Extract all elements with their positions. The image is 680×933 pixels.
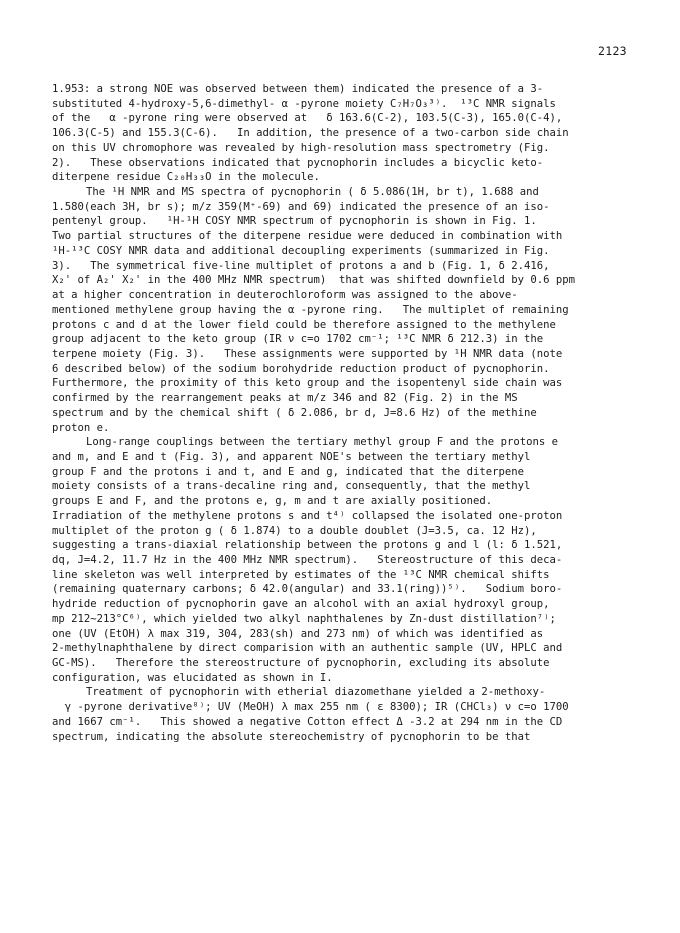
text-line: of the α -pyrone ring were observed at δ 163.6(C-2), 103.5(C-3), 165.0(C-4), <box>52 112 563 125</box>
text-line: dq, J=4.2, 11.7 Hz in the 400 MHz NMR spectrum). Stereostructure of this deca- <box>52 554 563 566</box>
text-line: group F and the protons i and t, and E and g, indicated that the diterpene <box>52 465 524 478</box>
text-line: spectrum, indicating the absolute stereochemistry of pycnophorin to be that <box>52 730 531 743</box>
text-line: at a higher concentration in deuterochloroform was assigned to the above- <box>52 289 518 302</box>
text-line: spectrum and by the chemical shift ( δ 2.086, br d, J=8.6 Hz) of the methine <box>52 406 537 419</box>
text-line: configuration, was elucidated as shown in I. <box>52 671 333 684</box>
text-line: 6 described below) of the sodium borohydride reduction product of pycnophorin. <box>52 362 550 375</box>
text-line: terpene moiety (Fig. 3). These assignments were supported by ¹H NMR data (note <box>52 347 563 360</box>
text-line: Treatment of pycnophorin with etherial diazomethane yielded a 2-methoxy- <box>86 686 546 699</box>
text-line: one (UV (EtOH) λ max 319, 304, 283(sh) and 273 nm) of which was identified as <box>52 627 544 640</box>
text-line: 1.580(each 3H, br s); m/z 359(M⁺-69) and 69) indicated the presence of an iso- <box>52 200 550 213</box>
text-line: and 1667 cm⁻¹. This showed a negative Cotton effect Δ -3.2 at 294 nm in the CD <box>52 715 563 728</box>
text-line: line skeleton was well interpreted by estimates of the ¹³C NMR chemical shifts <box>52 568 550 581</box>
text-line: proton e. <box>52 421 110 434</box>
text-line: ¹H-¹³C COSY NMR data and additional decoupling experiments (summarized in Fig. <box>52 244 550 257</box>
text-line: pentenyl group. ¹H-¹H COSY NMR spectrum of pycnophorin is shown in Fig. 1. <box>52 215 537 228</box>
text-line: Two partial structures of the diterpene residue were deduced in combination with <box>52 230 563 243</box>
text-line: Furthermore, the proximity of this keto group and the isopentenyl side chain was <box>52 377 563 390</box>
body-text <box>52 82 642 744</box>
text-line: Irradiation of the methylene protons s and t⁴⁾ collapsed the isolated one-proton <box>52 509 563 522</box>
text-line: GC-MS). Therefore the stereostructure of pycnophorin, excluding its absolute <box>52 657 550 670</box>
text-line: 3). The symmetrical five-line multiplet of protons a and b (Fig. 1, δ 2.416, <box>52 259 550 272</box>
text-line: mp 212~213°C⁶⁾, which yielded two alkyl naphthalenes by Zn-dust distillation⁷⁾; <box>52 612 556 625</box>
text-line: protons c and d at the lower field could be therefore assigned to the methylene <box>52 318 556 331</box>
text-line: 1.953: a strong NOE was observed between them) indicated the presence of a 3- <box>52 83 544 95</box>
text-line: and m, and E and t (Fig. 3), and apparent NOE's between the tertiary methyl <box>52 450 531 463</box>
text-line: hydride reduction of pycnophorin gave an alcohol with an axial hydroxyl group, <box>52 598 550 611</box>
text-line: substituted 4-hydroxy-5,6-dimethyl- α -pyrone moiety C₇H₇O₃³⁾. ¹³C NMR signals <box>52 97 556 110</box>
text-line: groups E and F, and the protons e, g, m and t are axially positioned. <box>52 495 493 508</box>
text-line: 106.3(C-5) and 155.3(C-6). In addition, the presence of a two-carbon side chain <box>52 127 569 140</box>
text-line: group adjacent to the keto group (IR ν c=o 1702 cm⁻¹; ¹³C NMR δ 212.3) in the <box>52 333 544 346</box>
text-line: Long-range couplings between the tertiary methyl group F and the protons e <box>86 436 558 449</box>
text-line: 2-methylnaphthalene by direct comparision with an authentic sample (UV, HPLC and <box>52 642 563 655</box>
text-line: multiplet of the proton g ( δ 1.874) to a double doublet (J=3.5, ca. 12 Hz), <box>52 524 537 537</box>
text-line: on this UV chromophore was revealed by high-resolution mass spectrometry (Fig. <box>52 141 550 154</box>
text-line: γ -pyrone derivative⁸⁾; UV (MeOH) λ max 255 nm ( ε 8300); IR (CHCl₃) ν c=o 1700 <box>52 701 569 714</box>
page-number: 2123 <box>598 44 627 58</box>
text-line: suggesting a trans-diaxial relationship between the protons g and l (l: δ 1.521, <box>52 539 563 552</box>
text-line: diterpene residue C₂₀H₃₃O in the molecule. <box>52 171 320 184</box>
text-line: X₂' of A₂' X₂' in the 400 MHz NMR spectrum) that was shifted downfield by 0.6 ppm <box>52 274 575 287</box>
text-line: moiety consists of a trans-decaline ring and, consequently, that the methyl <box>52 480 531 493</box>
text-line: mentioned methylene group having the α -pyrone ring. The multiplet of remaining <box>52 303 569 316</box>
text-line: (remaining quaternary carbons; δ 42.0(angular) and 33.1(ring))⁵⁾. Sodium boro- <box>52 583 563 596</box>
text-line: The ¹H NMR and MS spectra of pycnophorin ( δ 5.086(1H, br t), 1.688 and <box>86 186 539 199</box>
text-line: 2). These observations indicated that pycnophorin includes a bicyclic keto- <box>52 156 544 169</box>
text-line: confirmed by the rearrangement peaks at m/z 346 and 82 (Fig. 2) in the MS <box>52 392 518 405</box>
